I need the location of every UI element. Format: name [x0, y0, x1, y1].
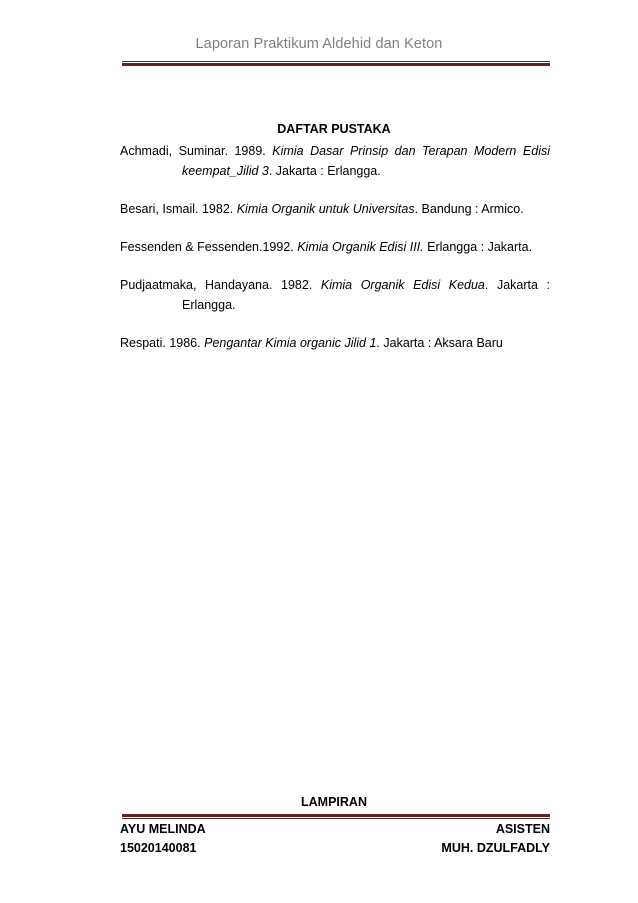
section-title: DAFTAR PUSTAKA — [277, 122, 391, 136]
reference-item — [120, 237, 550, 257]
reference-author-year: Pudjaatmaka, Handayana. 1982. — [120, 278, 321, 292]
reference-publisher: . Jakarta : Erlangga. — [182, 278, 550, 312]
reference-title: Kimia Organik Edisi III. — [297, 240, 424, 254]
reference-publisher: . Bandung : Armico. — [414, 202, 524, 216]
footer-divider — [122, 814, 550, 819]
page-footer — [120, 820, 550, 858]
reference-author-year: Fessenden & Fessenden.1992. — [120, 240, 298, 254]
reference-item — [120, 141, 550, 181]
header-divider — [122, 61, 550, 66]
footer-assistant-name: MUH. DZULFADLY — [441, 841, 550, 855]
footer-student-id: 15020140081 — [120, 841, 197, 855]
reference-list — [120, 141, 550, 371]
reference-title: Kimia Dasar Prinsip dan Terapan Modern Edisi keempat_Jilid 3 — [182, 144, 550, 178]
reference-author-year: Achmadi, Suminar. 1989. — [120, 144, 273, 158]
reference-title: Pengantar Kimia organic Jilid 1 — [204, 336, 377, 350]
appendix-title: LAMPIRAN — [301, 795, 367, 809]
reference-publisher: . Jakarta : Aksara Baru — [376, 336, 503, 350]
reference-item — [120, 275, 550, 315]
page-header-title: Laporan Praktikum Aldehid dan Keton — [195, 36, 443, 52]
reference-item — [120, 199, 550, 219]
footer-student-name: AYU MELINDA — [120, 822, 206, 836]
reference-author-year: Respati. 1986. — [120, 336, 205, 350]
reference-publisher: . Jakarta : Erlangga. — [268, 164, 381, 178]
reference-title: Kimia Organik untuk Universitas — [236, 202, 415, 216]
reference-title: Kimia Organik Edisi Kedua — [320, 278, 485, 292]
reference-item — [120, 333, 550, 353]
reference-author-year: Besari, Ismail. 1982. — [120, 202, 237, 216]
reference-publisher: Erlangga : Jakarta. — [423, 240, 533, 254]
footer-assistant-role: ASISTEN — [495, 822, 550, 836]
